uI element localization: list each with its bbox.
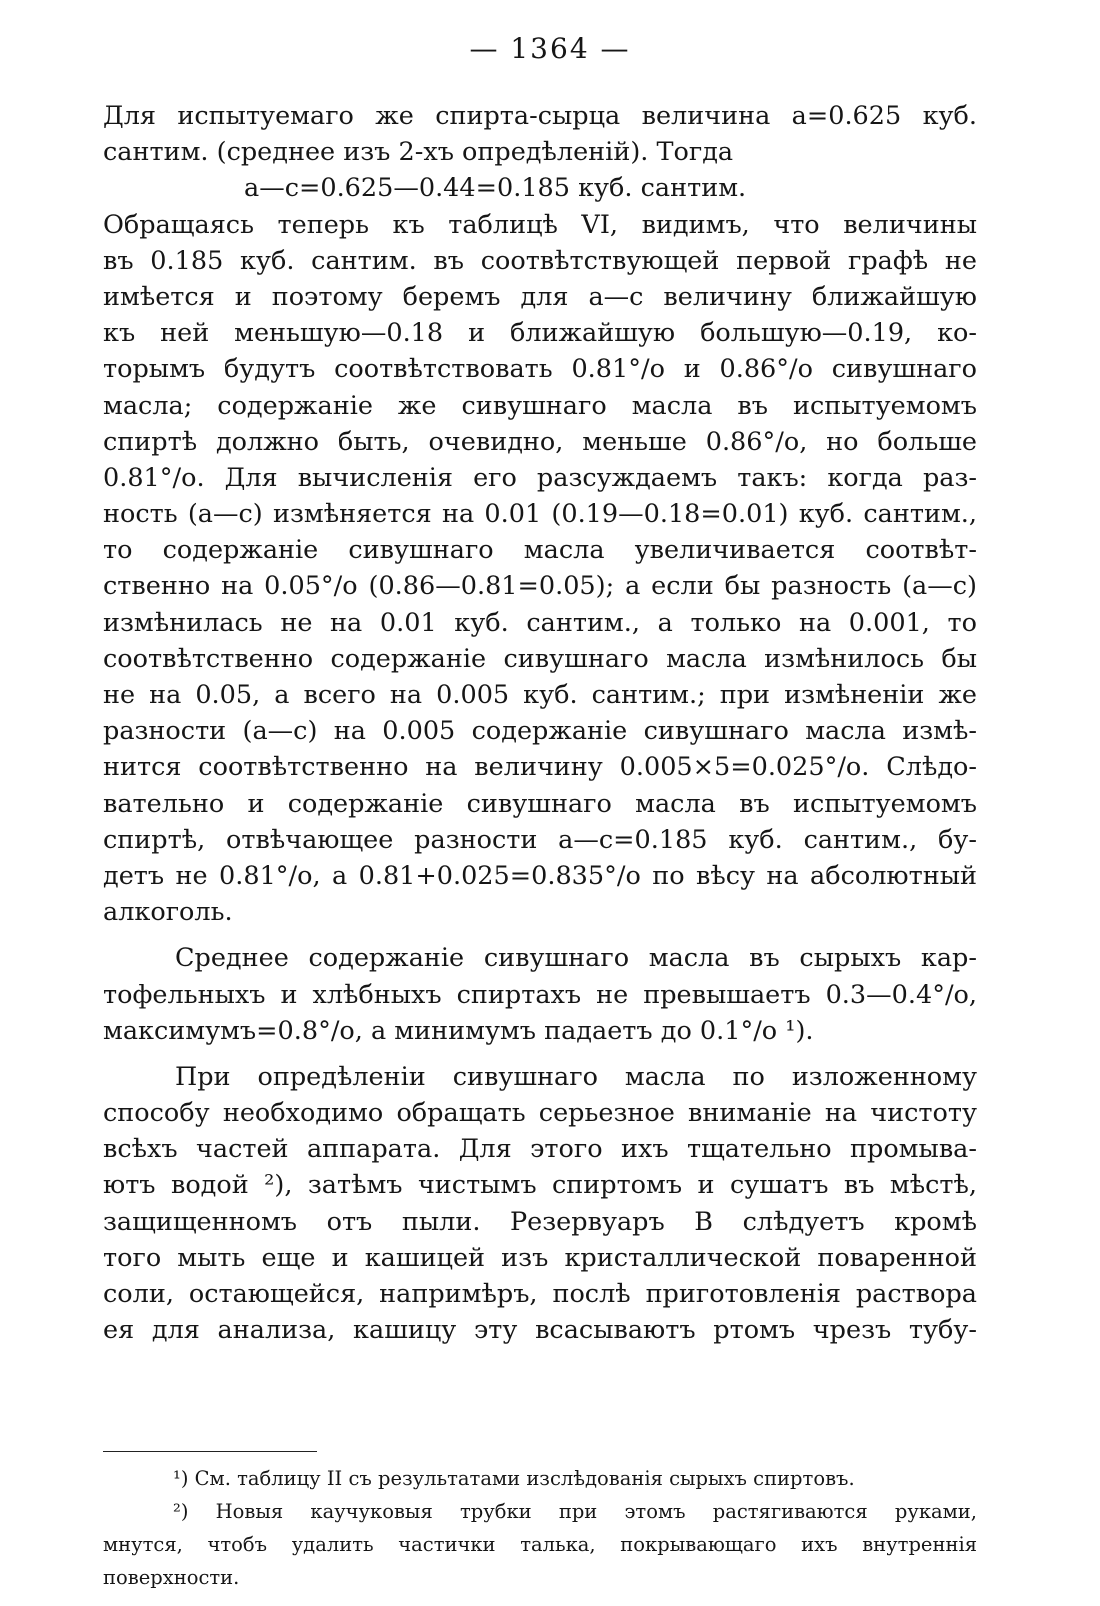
page-number: — 1364 — (469, 32, 631, 65)
footnote-line: ²) Новыя каучуковыя трубки при этомъ растягиваются руками, (173, 1500, 977, 1523)
text-line: спиртѣ должно быть, очевидно, меньше 0.86°/о, но больше (103, 426, 977, 457)
text-line: ственно на 0.05°/о (0.86—0.81=0.05); а если бы разность (а—с) (103, 571, 977, 602)
footnote-line: поверхности. (103, 1566, 240, 1589)
text-line: Среднее содержаніе сивушнаго масла въ сырыхъ кар- (175, 943, 977, 974)
text-line: вательно и содержаніе сивушнаго масла въ испытуемомъ (103, 788, 977, 819)
text-line: сантим. (среднее изъ 2-хъ опредѣленій). Тогда (103, 137, 734, 168)
paragraph (103, 940, 977, 1049)
footnote-separator (103, 1451, 317, 1452)
text-line: не на 0.05, а всего на 0.005 куб. сантим.; при измѣненіи же (103, 680, 977, 710)
footnote-line: мнутся, чтобъ удалить частички талька, покрывающаго ихъ внутреннія (103, 1533, 977, 1556)
text-line: 0.81°/о. Для вычисленія его разсуждаемъ такъ: когда раз- (103, 462, 977, 493)
body-text (103, 98, 977, 1348)
text-line: ность (а—с) измѣняется на 0.01 (0.19—0.18=0.01) куб. сантим., (103, 499, 977, 530)
text-line: тофельныхъ и хлѣбныхъ спиртахъ не превышаетъ 0.3—0.4°/о, (103, 979, 977, 1010)
paragraph-gap (103, 930, 977, 940)
text-line: масла; содержаніе же сивушнаго масла въ испытуемомъ (103, 390, 977, 421)
paragraph-gap (103, 1049, 977, 1059)
text-line: въ 0.185 куб. сантим. въ соотвѣтствующей первой графѣ не (103, 245, 977, 276)
footnote (103, 1495, 977, 1594)
footnote (103, 1462, 977, 1495)
text-line: Обращаясь теперь къ таблицѣ VI, видимъ, что величины (103, 209, 977, 240)
text-line: къ ней меньшую—0.18 и ближайшую большую—0.19, ко- (103, 318, 977, 349)
text-line: имѣется и поэтому беремъ для а—с величину ближайшую (103, 281, 977, 312)
text-line: то содержаніе сивушнаго масла увеличивается соотвѣт- (103, 535, 977, 566)
text-line: соотвѣтственно содержаніе сивушнаго масла измѣнилось бы (103, 643, 977, 674)
text-line: нится соотвѣтственно на величину 0.005×5=0.025°/о. Слѣдо- (103, 752, 977, 783)
text-line: всѣхъ частей аппарата. Для этого ихъ тщательно промыва- (103, 1134, 977, 1165)
footnote-line: ¹) См. таблицу II съ результатами изслѣдованія сырыхъ спиртовъ. (173, 1467, 855, 1490)
text-line: спиртѣ, отвѣчающее разности а—с=0.185 куб. сантим., бу- (103, 824, 977, 855)
text-line: ютъ водой ²), затѣмъ чистымъ спиртомъ и сушатъ въ мѣстѣ, (103, 1170, 977, 1201)
text-line: защищенномъ отъ пыли. Резервуаръ В слѣдуетъ кромѣ (103, 1206, 977, 1237)
text-line: измѣнилась не на 0.01 куб. сантим., а только на 0.001, то (103, 607, 977, 638)
text-line: соли, остающейся, напримѣръ, послѣ приготовленія раствора (103, 1279, 977, 1309)
text-line: Для испытуемаго же спирта-сырца величина a=0.625 куб. (103, 101, 977, 131)
paragraph (103, 98, 977, 170)
paragraph (103, 1059, 977, 1349)
text-line: детъ не 0.81°/о, а 0.81+0.025=0.835°/о по вѣсу на абсолютный (103, 860, 977, 891)
text-line: При опредѣленіи сивушнаго масла по изложенному (175, 1061, 977, 1092)
paragraph (103, 207, 977, 931)
text-line: а—с=0.625—0.44=0.185 куб. сантим. (244, 173, 747, 204)
text-line: способу необходимо обращать серьезное вниманіе на чистоту (103, 1098, 977, 1129)
text-line: того мыть еще и кашицей изъ кристаллической поваренной (103, 1242, 977, 1273)
text-line: максимумъ=0.8°/о, а минимумъ падаетъ до 0.1°/о ¹). (103, 1015, 814, 1046)
equation-line (103, 170, 977, 206)
text-line: ея для анализа, кашицу эту всасываютъ ртомъ чрезъ тубу- (103, 1315, 977, 1346)
footnotes (103, 1462, 977, 1594)
text-line: разности (а—с) на 0.005 содержаніе сивушнаго масла измѣ- (103, 716, 977, 747)
text-line: алкоголь. (103, 897, 233, 928)
text-line: торымъ будутъ соотвѣтствовать 0.81°/о и 0.86°/о сивушнаго (103, 354, 977, 385)
